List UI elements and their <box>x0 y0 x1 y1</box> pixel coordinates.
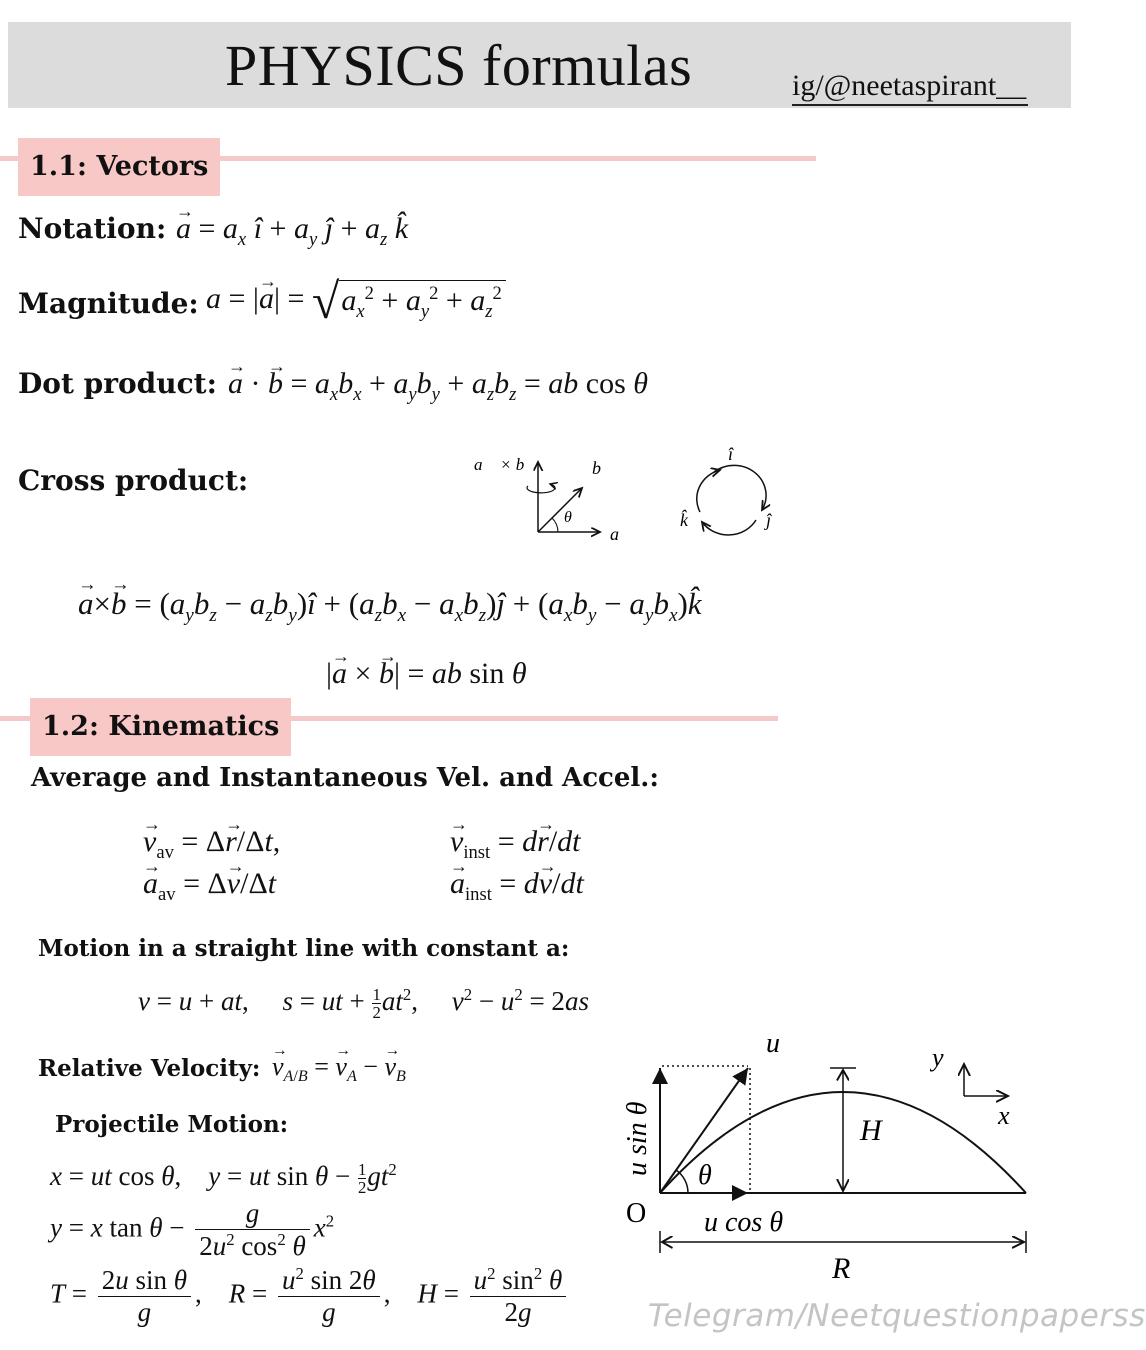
label-b: b⃗ <box>592 458 616 478</box>
label-k-hat: k̂ <box>680 510 688 530</box>
section-heading-vectors: 1.1: Vectors <box>18 138 220 196</box>
cross-product-components: → $a\times\to b = (a_yb_z$ − $a_zb_y)î + (a_zb_x$ − $a_xb_z)ĵ + (a_xb_y$ − $a_yb_x)k̂$ <box>78 586 702 627</box>
cycle-arrow-k-i <box>697 470 720 512</box>
magnitude-label: Magnitude: <box>18 287 199 320</box>
section-heading-kinematics: 1.2: Kinematics <box>30 698 291 756</box>
cycle-arrow-j-k <box>702 520 756 535</box>
label-origin: O <box>626 1198 647 1229</box>
cross-product-magnitude: |→ a × → b| = ab sin θ <box>326 657 527 691</box>
cross-product-diagram <box>470 440 800 550</box>
label-H: H <box>860 1114 882 1147</box>
straight-line-label: Motion in a straight line with constant a: <box>38 935 570 962</box>
instagram-handle: ig/@neetaspirant__ <box>792 68 1028 106</box>
cross-product-label: Cross product: <box>18 464 249 497</box>
label-axis-x: x <box>998 1101 1010 1130</box>
projectile-label: Projectile Motion: <box>55 1111 289 1138</box>
notation-label: Notation: <box>18 212 167 245</box>
label-usin: u sin θ <box>622 1101 653 1176</box>
vector-b-arrow <box>538 488 582 532</box>
avg-inst-label: Average and Instantaneous Vel. and Accel.: <box>31 763 659 793</box>
angle-arc <box>552 518 558 532</box>
label-a: a⃗ <box>610 524 634 544</box>
label-u: u <box>766 1028 780 1059</box>
label-R: R <box>832 1252 851 1285</box>
label-i-hat: î <box>728 444 734 464</box>
rotation-arrow <box>527 484 555 493</box>
dot-product-formula: → a · → $b = a_xb_x + a_yb_y + a_zb_z$ = ab cos θ <box>228 367 648 406</box>
time-range-height-formulas: T = $\frac{\text{2u sin θ}}{g}$ , R = $\frac{u^2 \sin 2\theta}{g}$ , H = $\frac{u^2 \sin^2 \theta}{2g}$ <box>50 1264 570 1328</box>
label-theta-small: θ <box>564 509 572 526</box>
trajectory-formula: y = x tan θ − $\frac{g}{2u^2 \cos^2 \theta}$ $x^2$ <box>50 1198 335 1262</box>
magnitude-formula: a = |→ $a| = √a_x^2 + a_y^2 + a_z^2$ <box>206 276 506 326</box>
page-title: PHYSICS formulas <box>225 33 693 98</box>
projectile-position-formula: x = ut cos θ, y = ut sin θ − $\frac{1}{2}$ $gt^2$ <box>50 1159 397 1198</box>
relative-velocity-formula: → $v_{A/B}$ = → $v_A$ − → $v_B$ <box>272 1052 406 1086</box>
projectile-diagram <box>610 1028 1070 1298</box>
label-theta: θ <box>698 1160 712 1191</box>
label-j-hat: ĵ <box>766 510 772 530</box>
label-a-cross-b: a⃗ × b⃗ <box>474 455 538 474</box>
dot-product-label: Dot product: <box>18 367 217 400</box>
a-avg-formula: → $a_{av} = \Delta\to v/\Delta t$ <box>143 867 276 906</box>
v-avg-formula: → $v_{av} = \Delta\to r/\Delta t$, <box>143 825 280 864</box>
a-inst-formula: → $a_{inst} = d\to v/dt$ <box>450 867 584 906</box>
relative-velocity-label: Relative Velocity: <box>38 1055 261 1082</box>
cycle-arrow-i-j <box>714 465 766 510</box>
label-axis-y: y <box>932 1043 944 1072</box>
label-ucos: u cos θ <box>704 1207 784 1238</box>
v-inst-formula: → $v_{inst} = d\to r/dt$ <box>450 825 581 864</box>
notation-formula: → $a = a_x$ î + $a_y$ ĵ + $a_z$ k̂ <box>176 212 408 251</box>
watermark: Telegram/Neetquestionpaperss <box>648 1298 1146 1334</box>
kinematic-equations: v = u + at, s = ut + $\frac{1}{2}$ $at^2$, $v^2 - u^2 = 2as$ <box>138 984 589 1023</box>
